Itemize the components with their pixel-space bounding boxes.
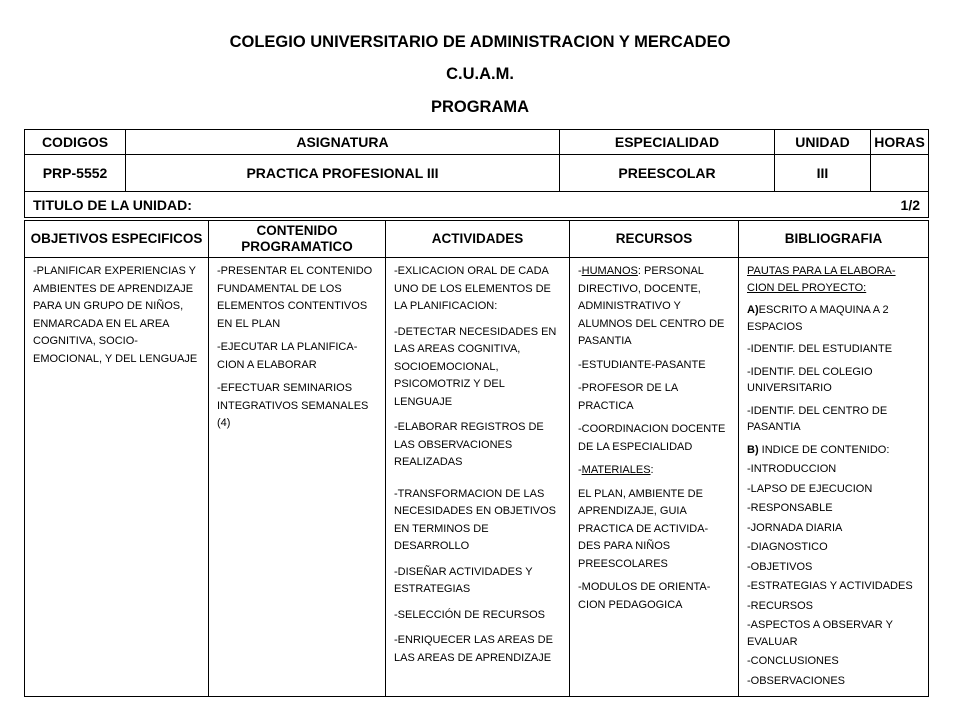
header-asignatura: ASIGNATURA <box>126 130 560 155</box>
actividad-item: -DETECTAR NECESIDADES EN LAS AREAS COGNITIVA, SOCIOEMOCIONAL, PSICOMOTRIZ Y DEL LENGUAJE <box>394 325 557 408</box>
col-contenido: CONTENIDO PROGRAMATICO <box>209 221 386 258</box>
index-item: -RECURSOS <box>747 599 814 612</box>
header-codigos: CODIGOS <box>25 130 126 155</box>
actividad-item: -ELABORAR REGISTROS DE LAS OBSERVACIONES REALIZADAS <box>394 421 544 468</box>
recurso-humanos: -HUMANOS: PERSONAL DIRECTIVO, DOCENTE, ADMINISTRATIVO Y ALUMNOS DEL CENTRO DE PASANTIA <box>578 265 725 347</box>
content-row <box>25 258 929 697</box>
college-title: COLEGIO UNIVERSITARIO DE ADMINISTRACION Y MERCADEO <box>229 33 731 51</box>
recurso-materiales: -MATERIALES: <box>578 464 654 476</box>
actividad-item: -TRANSFORMACION DE LAS NECESIDADES EN OBJETIVOS EN TERMINOS DE DESARROLLO <box>394 487 556 552</box>
biblio-item: -IDENTIF. DEL ESTUDIANTE <box>747 343 893 355</box>
pautas-heading: PAUTAS PARA LA ELABORA-CION DEL PROYECTO: <box>747 265 896 294</box>
biblio-item: -IDENTIF. DEL COLEGIO UNIVERSITARIO <box>747 365 873 394</box>
unit-title-row <box>25 192 929 218</box>
b-label: B) <box>747 443 759 456</box>
content-header-row <box>25 221 929 258</box>
materiales-label: MATERIALES <box>581 464 651 476</box>
header-horas: HORAS <box>871 130 929 155</box>
info-value-row <box>25 155 929 192</box>
index-item: -OBJETIVOS <box>747 560 813 573</box>
value-asignatura: PRACTICA PROFESIONAL III <box>126 155 560 192</box>
index-item: -INTRODUCCION <box>747 463 837 475</box>
recurso-item: -COORDINACION DOCENTE DE LA ESPECIALIDAD <box>578 423 726 453</box>
humanos-label: HUMANOS <box>581 265 638 277</box>
recurso-item: -ESTUDIANTE-PASANTE <box>578 358 706 371</box>
header-unidad: UNIDAD <box>775 130 871 155</box>
program-content-table <box>24 220 929 697</box>
actividad-item: -ENRIQUECER LAS AREAS DE LAS AREAS DE APRENDIZAJE <box>394 634 553 664</box>
value-horas <box>871 155 929 192</box>
index-item: -ESTRATEGIAS Y ACTIVIDADES <box>747 580 913 592</box>
index-item: -CONCLUSIONES <box>747 655 839 667</box>
program-title: PROGRAMA <box>430 98 530 116</box>
unit-title-cell <box>25 192 929 218</box>
recurso-item: -PROFESOR DE LA PRACTICA <box>578 382 678 412</box>
biblio-b <box>747 442 920 459</box>
col-recursos: RECURSOS <box>570 221 739 258</box>
value-codigo: PRP-5552 <box>25 155 126 192</box>
index-item: -LAPSO DE EJECUCION <box>747 482 873 495</box>
contenido-item: -EFECTUAR SEMINARIOS INTEGRATIVOS SEMANALES (4) <box>217 382 369 429</box>
col-bibliografia: BIBLIOGRAFIA <box>739 221 929 258</box>
index-item: -JORNADA DIARIA <box>747 521 843 534</box>
page-number: 1/2 <box>900 196 920 213</box>
actividad-item: -SELECCIÓN DE RECURSOS <box>394 608 545 621</box>
index-item: -ASPECTOS A OBSERVAR Y EVALUAR <box>747 619 893 648</box>
index-item: -OBSERVACIONES <box>747 674 846 687</box>
objetivo-item: -PLANIFICAR EXPERIENCIAS Y AMBIENTES DE APRENDIZAJE PARA UN GRUPO DE NIÑOS, ENMARCADA EN EL AREA COGNITIVA, SOCIO-EMOCIONAL, Y DEL LENGUAJE <box>33 265 198 365</box>
value-especialidad: PREESCOLAR <box>560 155 775 192</box>
b-text: INDICE DE CONTENIDO: <box>758 443 890 456</box>
header-especialidad: ESPECIALIDAD <box>560 130 775 155</box>
course-info-table <box>24 129 929 218</box>
college-acronym: C.U.A.M. <box>446 65 514 83</box>
a-label: A) <box>747 304 759 316</box>
index-item: -RESPONSABLE <box>747 502 833 514</box>
actividades-cell <box>386 258 570 697</box>
col-objetivos: OBJETIVOS ESPECIFICOS <box>25 221 209 258</box>
recurso-item: EL PLAN, AMBIENTE DE APRENDIZAJE, GUIA PRACTICA DE ACTIVIDA-DES PARA NIÑOS PREESCOLARES <box>578 487 709 570</box>
a-text: ESCRITO A MAQUINA A 2 ESPACIOS <box>747 304 889 333</box>
unit-title-label: TITULO DE LA UNIDAD: <box>33 196 192 213</box>
actividad-item: -EXLICACION ORAL DE CADA UNO DE LOS ELEMENTOS DE LA PLANIFICACION: <box>394 265 551 312</box>
bibliografia-cell <box>739 258 929 697</box>
biblio-a <box>747 302 920 335</box>
contenido-item: -EJECUTAR LA PLANIFICA-CION A ELABORAR <box>217 341 358 371</box>
index-item: -DIAGNOSTICO <box>747 541 828 553</box>
contenido-item: -PRESENTAR EL CONTENIDO FUNDAMENTAL DE LOS ELEMENTOS CONTENTIVOS EN EL PLAN <box>217 265 373 330</box>
actividad-item: -DISEÑAR ACTIVIDADES Y ESTRATEGIAS <box>394 565 533 595</box>
recurso-item: -MODULOS DE ORIENTA-CION PEDAGOGICA <box>578 581 711 611</box>
value-unidad: III <box>775 155 871 192</box>
objetivos-cell <box>25 258 209 697</box>
humanos-text: : PERSONAL DIRECTIVO, DOCENTE, ADMINISTRATIVO Y ALUMNOS DEL CENTRO DE PASANTIA <box>578 265 725 347</box>
biblio-item: -IDENTIF. DEL CENTRO DE PASANTIA <box>747 404 888 433</box>
contenido-cell <box>209 258 386 697</box>
info-header-row <box>25 130 929 155</box>
recursos-cell <box>570 258 739 697</box>
col-actividades: ACTIVIDADES <box>386 221 570 258</box>
